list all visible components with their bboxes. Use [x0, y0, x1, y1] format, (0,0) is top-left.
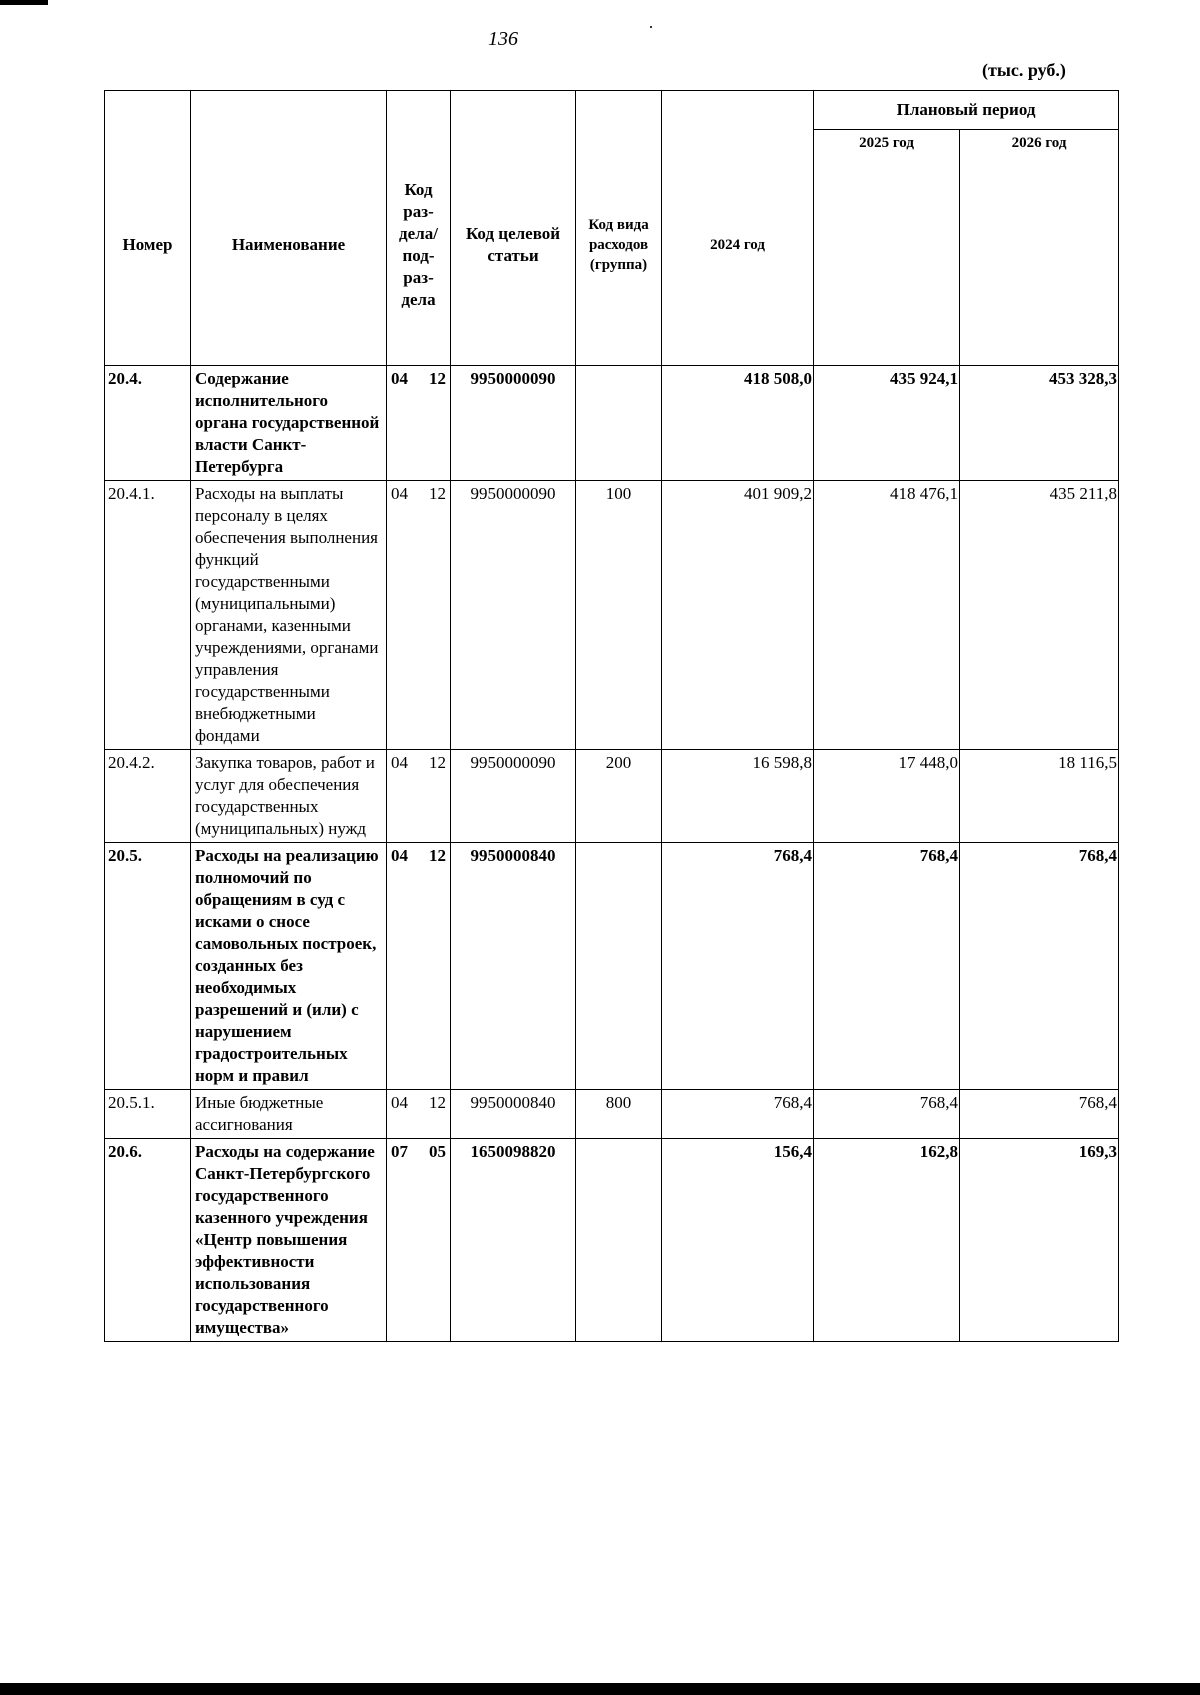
header-planned-period: Плановый период: [814, 91, 1119, 130]
row-amount-2024: 418 508,0: [662, 366, 814, 481]
table-row: [105, 750, 1119, 843]
row-target-code: 9950000090: [451, 366, 576, 481]
row-expense-type: [576, 1139, 662, 1342]
row-podrazdel: 12: [417, 366, 451, 481]
row-target-code: 9950000840: [451, 843, 576, 1090]
header-year-2026: 2026 год: [960, 130, 1119, 366]
header-target-code: Код целевой статьи: [451, 91, 576, 366]
row-razdel: 04: [387, 843, 417, 1090]
row-amount-2026: 768,4: [960, 843, 1119, 1090]
row-amount-2026: 453 328,3: [960, 366, 1119, 481]
row-amount-2024: 401 909,2: [662, 481, 814, 750]
row-amount-2024: 16 598,8: [662, 750, 814, 843]
row-razdel: 04: [387, 366, 417, 481]
header-name: Наименование: [191, 91, 387, 366]
row-name: Расходы на реализацию полномочий по обращениям в суд с исками о сносе самовольных построек, созданных без необходимых разрешений и (или) с нарушением градостроительных норм и правил: [191, 843, 387, 1090]
table-row: [105, 366, 1119, 481]
units-label: (тыс. руб.): [982, 60, 1066, 80]
row-razdel: 04: [387, 750, 417, 843]
row-amount-2025: 162,8: [814, 1139, 960, 1342]
row-amount-2025: 17 448,0: [814, 750, 960, 843]
row-name: Содержание исполнительного органа государственной власти Санкт-Петербурга: [191, 366, 387, 481]
scan-edge-bottom: [0, 1683, 1200, 1695]
row-razdel: 04: [387, 481, 417, 750]
row-amount-2024: 768,4: [662, 843, 814, 1090]
row-number: 20.5.: [105, 843, 191, 1090]
row-name: Расходы на содержание Санкт-Петербургского государственного казенного учреждения «Центр повышения эффективности использования государственного имущества»: [191, 1139, 387, 1342]
row-expense-type: [576, 843, 662, 1090]
budget-table: [104, 90, 1119, 1342]
row-number: 20.4.2.: [105, 750, 191, 843]
table-row: [105, 1139, 1119, 1342]
table-row: [105, 1090, 1119, 1139]
row-amount-2025: 435 924,1: [814, 366, 960, 481]
row-podrazdel: 12: [417, 1090, 451, 1139]
row-podrazdel: 12: [417, 843, 451, 1090]
row-name: Закупка товаров, работ и услуг для обеспечения государственных (муниципальных) нужд: [191, 750, 387, 843]
row-amount-2025: 768,4: [814, 1090, 960, 1139]
table-header: [105, 91, 1119, 366]
table-row: [105, 481, 1119, 750]
row-expense-type: 200: [576, 750, 662, 843]
row-amount-2026: 169,3: [960, 1139, 1119, 1342]
row-podrazdel: 05: [417, 1139, 451, 1342]
row-amount-2026: 435 211,8: [960, 481, 1119, 750]
row-amount-2024: 768,4: [662, 1090, 814, 1139]
header-section-code: Код раз-дела/ под-раз-дела: [387, 91, 451, 366]
row-expense-type: 100: [576, 481, 662, 750]
row-target-code: 9950000090: [451, 750, 576, 843]
row-number: 20.5.1.: [105, 1090, 191, 1139]
row-razdel: 04: [387, 1090, 417, 1139]
page-number: 136: [488, 28, 518, 50]
table-row: [105, 843, 1119, 1090]
row-amount-2026: 18 116,5: [960, 750, 1119, 843]
row-amount-2025: 768,4: [814, 843, 960, 1090]
scan-speck: [650, 26, 652, 28]
scan-edge-top: [0, 0, 48, 5]
header-number: Номер: [105, 91, 191, 366]
row-target-code: 9950000090: [451, 481, 576, 750]
row-razdel: 07: [387, 1139, 417, 1342]
row-podrazdel: 12: [417, 481, 451, 750]
row-target-code: 1650098820: [451, 1139, 576, 1342]
row-name: Расходы на выплаты персоналу в целях обеспечения выполнения функций государственными (муниципальными) органами, казенными учреждениями, органами управления государственными внебюджетными фондами: [191, 481, 387, 750]
header-expense-type-code: Код вида расходов (группа): [576, 91, 662, 366]
row-number: 20.4.1.: [105, 481, 191, 750]
row-target-code: 9950000840: [451, 1090, 576, 1139]
row-amount-2026: 768,4: [960, 1090, 1119, 1139]
row-amount-2024: 156,4: [662, 1139, 814, 1342]
row-name: Иные бюджетные ассигнования: [191, 1090, 387, 1139]
row-podrazdel: 12: [417, 750, 451, 843]
row-number: 20.6.: [105, 1139, 191, 1342]
table-body: [105, 366, 1119, 1342]
row-expense-type: 800: [576, 1090, 662, 1139]
header-year-2024: 2024 год: [662, 91, 814, 366]
header-year-2025: 2025 год: [814, 130, 960, 366]
row-expense-type: [576, 366, 662, 481]
row-amount-2025: 418 476,1: [814, 481, 960, 750]
row-number: 20.4.: [105, 366, 191, 481]
